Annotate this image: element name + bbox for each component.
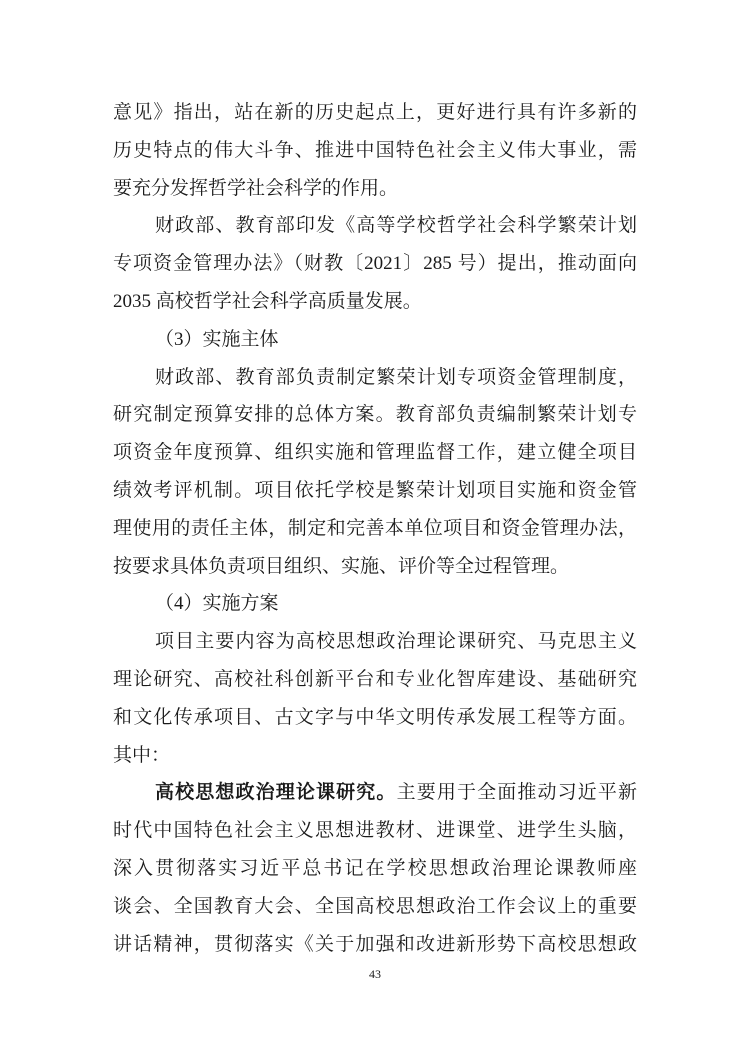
body-text-line: 项资金年度预算、组织实施和管理监督工作，建立健全项目 <box>113 442 637 464</box>
body-text-line: 理使用的责任主体，制定和完善本单位项目和资金管理办法， <box>113 517 637 539</box>
body-text-line: 理论研究、高校社科创新平台和专业化智库建设、基础研究 <box>113 668 637 690</box>
body-text-line: 时代中国特色社会主义思想进教材、进课堂、进学生头脑， <box>113 820 637 842</box>
bold-run-heading: 高校思想政治理论课研究。 <box>155 782 397 804</box>
body-text-line: 历史特点的伟大斗争、推进中国特色社会主义伟大事业，需 <box>113 139 637 161</box>
body-text-run: 主要用于全面推动习近平新 <box>396 782 637 804</box>
body-text-line: 研究制定预算安排的总体方案。教育部负责编制繁荣计划专 <box>113 404 637 426</box>
body-text-line: 2035 高校哲学社会科学高质量发展。 <box>113 290 422 312</box>
body-text-line: 谈会、全国教育大会、全国高校思想政治工作会议上的重要 <box>113 895 637 917</box>
body-text-line: 意见》指出，站在新的历史起点上，更好进行具有许多新的 <box>113 102 637 123</box>
subsection-heading: （3）实施主体 <box>155 328 279 350</box>
page-number: 43 <box>369 967 381 981</box>
document-body <box>113 94 637 963</box>
body-text-line: 专项资金管理办法》（财教〔2021〕285 号）提出，推动面向 <box>113 253 637 275</box>
body-text-line: 讲话精神，贯彻落实《关于加强和改进新形势下高校思想政 <box>113 933 637 955</box>
subsection-heading: （4）实施方案 <box>155 593 279 615</box>
body-text-line <box>113 774 637 812</box>
body-text-line: 项目主要内容为高校思想政治理论课研究、马克思主义 <box>155 631 637 653</box>
body-text-line: 要充分发挥哲学社会科学的作用。 <box>113 177 399 199</box>
body-text-line: 深入贯彻落实习近平总书记在学校思想政治理论课教师座 <box>113 857 637 879</box>
body-text-line: 按要求具体负责项目组织、实施、评价等全过程管理。 <box>113 555 570 577</box>
body-text-line: 财政部、教育部负责制定繁荣计划专项资金管理制度， <box>155 366 637 388</box>
body-text-line: 和文化传承项目、古文字与中华文明传承发展工程等方面。 <box>113 706 637 728</box>
body-text-line: 财政部、教育部印发《高等学校哲学社会科学繁荣计划 <box>155 215 637 237</box>
body-text-line: 绩效考评机制。项目依托学校是繁荣计划项目实施和资金管 <box>113 479 637 501</box>
body-text-line: 其中： <box>113 744 171 766</box>
